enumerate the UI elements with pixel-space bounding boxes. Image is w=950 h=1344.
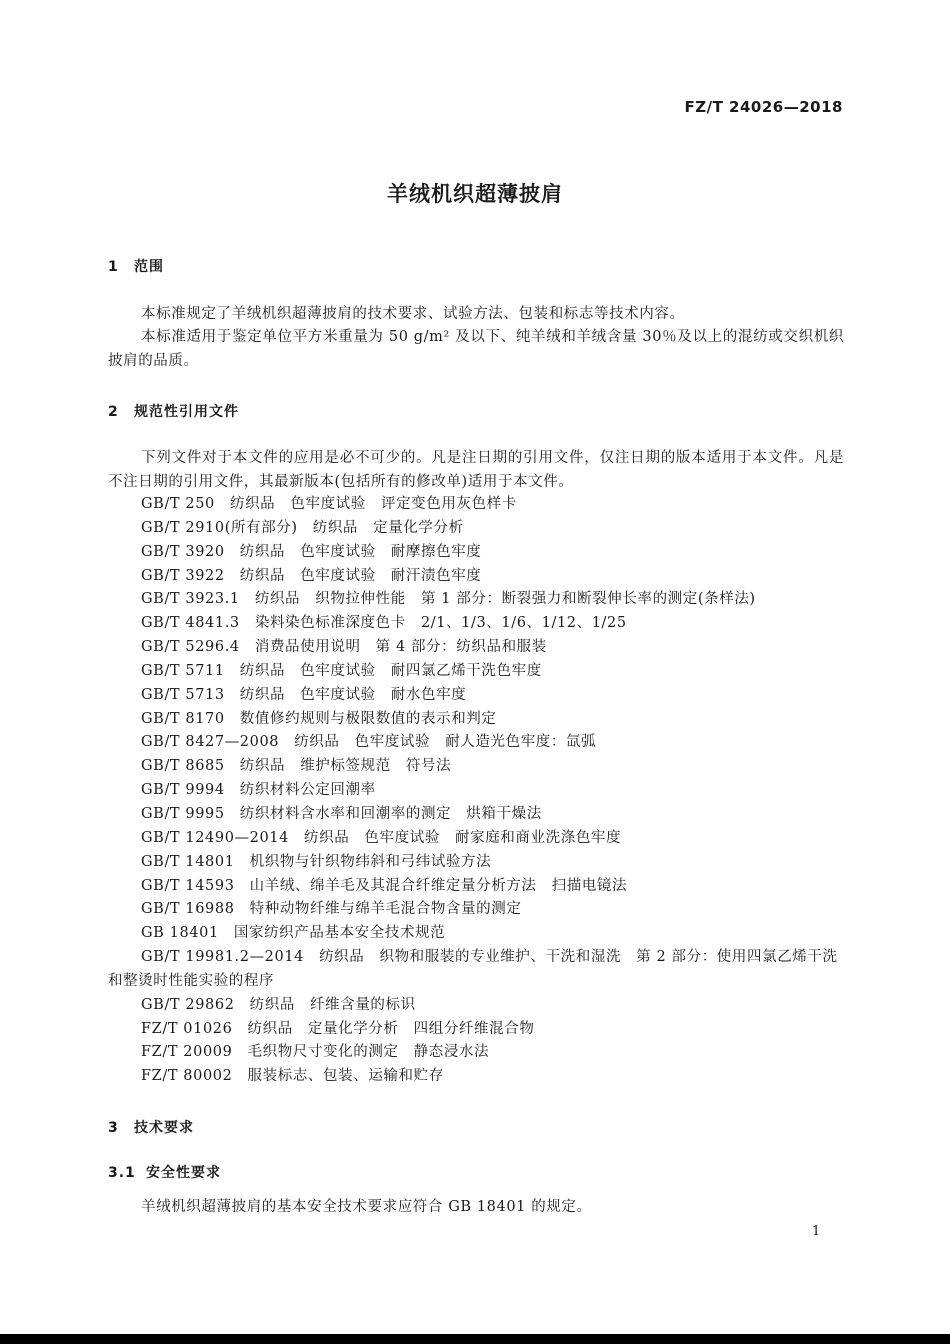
reference-item: GB/T 16988 特种动物纤维与绵羊毛混合物含量的测定	[141, 901, 522, 918]
reference-item: FZ/T 01026 纺织品 定量化学分析 四组分纤维混合物	[141, 1020, 535, 1037]
scope-paragraph-1: 本标准规定了羊绒机织超薄披肩的技术要求、试验方法、包装和标志等技术内容。	[141, 306, 685, 322]
reference-item: GB/T 29862 纺织品 纤维含量的标识	[141, 996, 416, 1013]
reference-item: FZ/T 80002 服装标志、包装、运输和贮存	[141, 1068, 444, 1085]
reference-item: GB/T 19981.2—2014 纺织品 织物和服装的专业维护、干洗和湿洗 第 2 部分：使用四氯乙烯干洗和整烫时性能实验的程序	[108, 949, 838, 989]
reference-item: GB/T 8685 纺织品 维护标签规范 符号法	[141, 758, 452, 775]
subsection-3-1-heading	[108, 1162, 221, 1182]
safety-requirement-text: 羊绒机织超薄披肩的基本安全技术要求应符合 GB 18401 的规定。	[141, 1199, 592, 1215]
references-intro: 下列文件对于本文件的应用是必不可少的。凡是注日期的引用文件，仅注日期的版本适用于本文件。凡是不注日期的引用文件，其最新版本(包括所有的修改单)适用于本文件。	[108, 450, 844, 490]
reference-item: GB/T 250 纺织品 色牢度试验 评定变色用灰色样卡	[141, 496, 517, 512]
reference-item: GB/T 8427—2008 纺织品 色牢度试验 耐人造光色牢度：氙弧	[141, 734, 597, 751]
subsection-number: 3.1	[108, 1165, 136, 1181]
section-title: 规范性引用文件	[134, 404, 239, 420]
reference-item: GB/T 9995 纺织材料含水率和回潮率的测定 烘箱干燥法	[141, 805, 542, 822]
reference-item: GB/T 2910(所有部分) 纺织品 定量化学分析	[141, 519, 464, 536]
reference-item: GB/T 3922 纺织品 色牢度试验 耐汗渍色牢度	[141, 567, 482, 584]
bottom-edge-bar	[0, 1334, 950, 1344]
scope-paragraph-2: 本标准适用于鉴定单位平方米重量为 50 g/m² 及以下、纯羊绒和羊绒含量 30％及以上的混纺或交织机织披肩的品质。	[108, 329, 844, 369]
section-1-heading	[108, 256, 164, 276]
section-title: 范围	[134, 259, 164, 275]
normative-references-list	[108, 493, 844, 1089]
page-number: 1	[812, 1224, 821, 1239]
subsection-title: 安全性要求	[146, 1165, 221, 1181]
section-title: 技术要求	[134, 1120, 194, 1136]
reference-item: GB/T 3923.1 纺织品 织物拉伸性能 第 1 部分：断裂强力和断裂伸长率的测定(条样法)	[141, 591, 756, 608]
reference-item: GB/T 5296.4 消费品使用说明 第 4 部分：纺织品和服装	[141, 639, 547, 656]
section-number: 1	[108, 259, 119, 275]
reference-item: GB/T 14593 山羊绒、绵羊毛及其混合纤维定量分析方法 扫描电镜法	[141, 877, 628, 894]
reference-item: GB/T 3920 纺织品 色牢度试验 耐摩擦色牢度	[141, 543, 482, 560]
section-number: 2	[108, 404, 119, 420]
document-title: 羊绒机织超薄披肩	[387, 182, 563, 206]
section-2-heading	[108, 401, 239, 421]
reference-item: GB/T 9994 纺织材料公定回潮率	[141, 782, 376, 799]
reference-item: GB/T 5713 纺织品 色牢度试验 耐水色牢度	[141, 686, 467, 703]
reference-item: GB/T 8170 数值修约规则与极限数值的表示和判定	[141, 710, 497, 727]
reference-item: GB/T 12490—2014 纺织品 色牢度试验 耐家庭和商业洗涤色牢度	[141, 829, 622, 846]
reference-item: GB/T 5711 纺织品 色牢度试验 耐四氯乙烯干洗色牢度	[141, 662, 542, 679]
reference-item: GB/T 14801 机织物与针织物纬斜和弓纬试验方法	[141, 853, 492, 870]
reference-item: FZ/T 20009 毛织物尺寸变化的测定 静态浸水法	[141, 1044, 490, 1061]
section-3-heading	[108, 1117, 194, 1137]
reference-item: GB/T 4841.3 染料染色标准深度色卡 2/1、1/3、1/6、1/12、1/25	[141, 615, 627, 632]
standard-code: FZ/T 24026—2018	[684, 98, 843, 116]
reference-item: GB 18401 国家纺织产品基本安全技术规范	[141, 925, 446, 942]
section-number: 3	[108, 1120, 119, 1136]
